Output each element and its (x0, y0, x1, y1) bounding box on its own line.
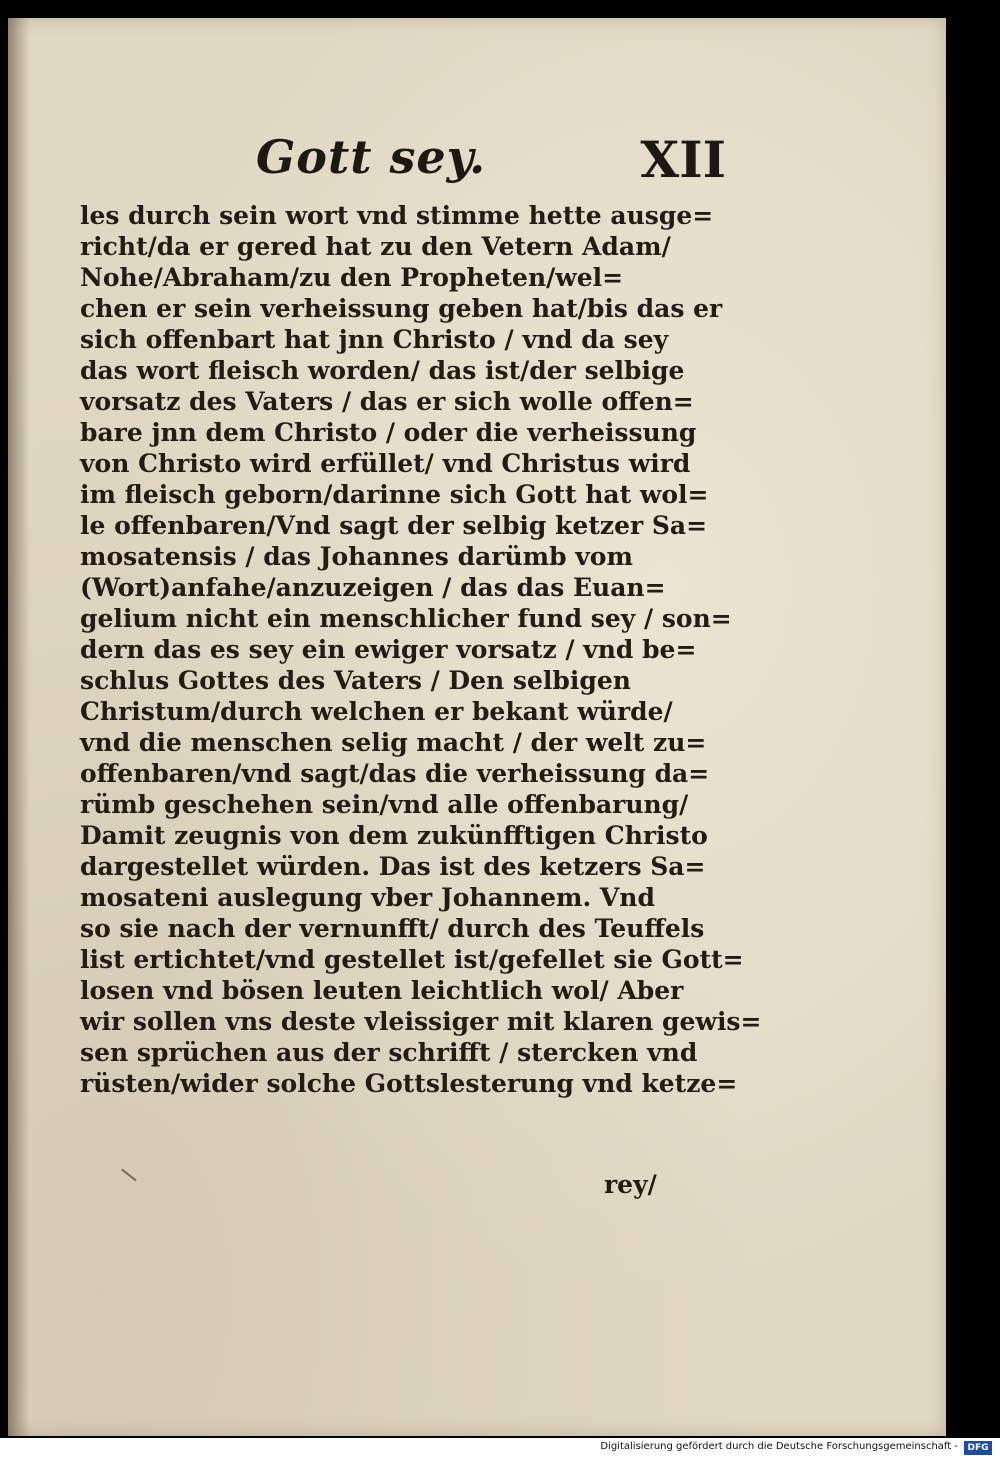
text-line: das wort fleisch worden/ das ist/der selbige (80, 356, 685, 385)
text-line: sich offenbart hat jnn Christo / vnd da sey (80, 325, 669, 354)
text-line: von Christo wird erfüllet/ vnd Christus wird (80, 449, 691, 478)
text-line: rüsten/wider solche Gottslesterung vnd ketze= (80, 1069, 738, 1098)
text-line: Nohe/Abraham/zu den Propheten/wel= (80, 263, 624, 292)
footer-bar (0, 1438, 1000, 1459)
text-line: mosateni auslegung vber Johannem. Vnd (80, 883, 655, 912)
text-line: losen vnd bösen leuten leichtlich wol/ Aber (80, 976, 684, 1005)
text-line: Damit zeugnis von dem zukünfftigen Christo (80, 821, 708, 850)
text-line: vorsatz des Vaters / das er sich wolle offen= (80, 387, 694, 416)
text-line: chen er sein verheissung geben hat/bis das er (80, 294, 723, 323)
dfg-logo: DFG (964, 1441, 992, 1455)
text-line: vnd die menschen selig macht / der welt zu= (80, 728, 707, 757)
text-line: le offenbaren/Vnd sagt der selbig ketzer Sa= (80, 511, 708, 540)
page-headline (256, 130, 726, 210)
text-line: richt/da er gered hat zu den Vetern Adam/ (80, 232, 671, 261)
text-line: gelium nicht ein menschlicher fund sey / son= (80, 604, 732, 633)
funding-credit: Digitalisierung gefördert durch die Deutsche Forschungsgemeinschaft - (600, 1441, 958, 1452)
text-line: so sie nach der vernunfft/ durch des Teuffels (80, 914, 705, 943)
text-line: les durch sein wort vnd stimme hette ausge= (80, 201, 714, 230)
text-line: schlus Gottes des Vaters / Den selbigen (80, 666, 631, 695)
text-line: mosatensis / das Johannes darümb vom (80, 542, 633, 571)
body-text (80, 200, 762, 1099)
text-line: list ertichtet/vnd gestellet ist/gefellet sie Gott= (80, 945, 744, 974)
ink-mark (121, 1169, 136, 1182)
folio-number: XII (640, 130, 726, 189)
text-line: (Wort)anfahe/anzuzeigen / das das Euan= (80, 573, 666, 602)
text-line: dargestellet würden. Das ist des ketzers Sa= (80, 852, 706, 881)
running-title: Gott sey. (256, 130, 487, 184)
text-line: offenbaren/vnd sagt/das die verheissung da= (80, 759, 710, 788)
text-line: sen sprüchen aus der schrifft / stercken vnd (80, 1038, 698, 1067)
book-page (8, 18, 946, 1436)
text-line: bare jnn dem Christo / oder die verheissung (80, 418, 697, 447)
text-line: Christum/durch welchen er bekant würde/ (80, 697, 673, 726)
page-gutter-shadow (8, 18, 30, 1436)
text-line: dern das es sey ein ewiger vorsatz / vnd be= (80, 635, 697, 664)
catchword: rey/ (604, 1170, 657, 1199)
text-line: rümb geschehen sein/vnd alle offenbarung/ (80, 790, 689, 819)
text-line: im fleisch geborn/darinne sich Gott hat wol= (80, 480, 709, 509)
text-line: wir sollen vns deste vleissiger mit klaren gewis= (80, 1007, 762, 1036)
